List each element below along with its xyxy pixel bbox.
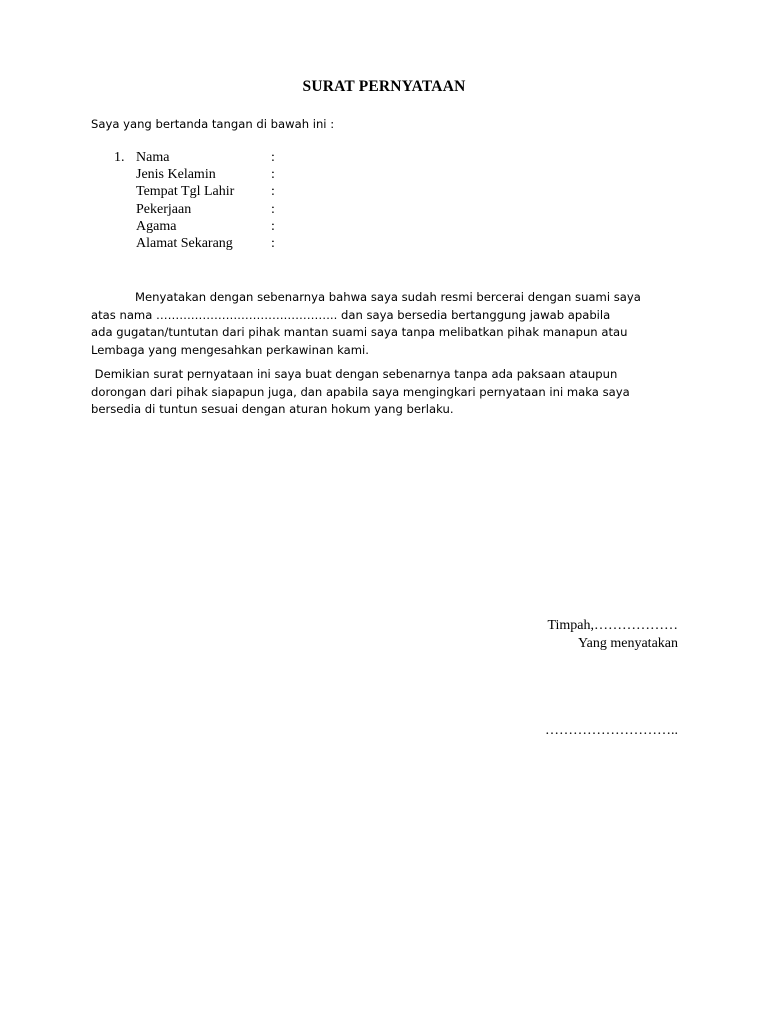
field-label-alamat-sekarang: Alamat Sekarang bbox=[136, 235, 233, 251]
paragraph-line: bersedia di tuntun sesuai dengan aturan hokum yang berlaku. bbox=[91, 402, 454, 416]
field-colon: : bbox=[271, 201, 275, 217]
field-label-nama: Nama bbox=[136, 150, 170, 165]
field-colon: : bbox=[271, 167, 275, 183]
closing-paragraph bbox=[91, 366, 691, 419]
paragraph-line: Menyatakan dengan sebenarnya bahwa saya sudah resmi bercerai dengan suami saya bbox=[135, 290, 641, 304]
signature-place-date: Timpah,……………… bbox=[547, 618, 678, 633]
field-label-agama: Agama bbox=[136, 218, 177, 234]
field-row-alamat-sekarang bbox=[114, 235, 334, 252]
field-label-jenis-kelamin: Jenis Kelamin bbox=[136, 167, 216, 183]
field-row-agama bbox=[114, 218, 334, 235]
field-colon: : bbox=[271, 235, 275, 251]
field-colon: : bbox=[271, 184, 275, 200]
statement-paragraph bbox=[91, 289, 691, 359]
intro-text: Saya yang bertanda tangan di bawah ini : bbox=[91, 117, 335, 131]
paragraph-line: atas nama ……………………………………….. dan saya bersedia bertanggung jawab apabila bbox=[91, 307, 611, 322]
field-label-tempat-tgl-lahir: Tempat Tgl Lahir bbox=[136, 184, 235, 200]
paragraph-line: dorongan dari pihak siapapun juga, dan apabila saya mengingkari pernyataan ini maka saya bbox=[91, 384, 630, 399]
field-colon: : bbox=[271, 150, 275, 165]
paragraph-line: Demikian surat pernyataan ini saya buat dengan sebenarnya tanpa ada paksaan ataupun bbox=[91, 367, 618, 381]
field-colon: : bbox=[271, 218, 275, 234]
field-row-pekerjaan bbox=[114, 201, 334, 218]
field-row-nama bbox=[114, 149, 334, 166]
signature-role: Yang menyatakan bbox=[577, 636, 678, 651]
field-row-tempat-tgl-lahir bbox=[114, 183, 334, 200]
field-row-jenis-kelamin bbox=[114, 166, 334, 183]
identity-fields bbox=[114, 149, 334, 252]
field-label-pekerjaan: Pekerjaan bbox=[136, 201, 192, 217]
paragraph-line: ada gugatan/tuntutan dari pihak mantan suami saya tanpa melibatkan pihak manapun atau bbox=[91, 325, 628, 339]
field-number: 1. bbox=[114, 150, 125, 165]
document-title: SURAT PERNYATAAN bbox=[302, 78, 466, 95]
signature-name-line: ……………………….. bbox=[545, 723, 678, 738]
paragraph-line: Lembaga yang mengesahkan perkawinan kami. bbox=[91, 342, 369, 357]
